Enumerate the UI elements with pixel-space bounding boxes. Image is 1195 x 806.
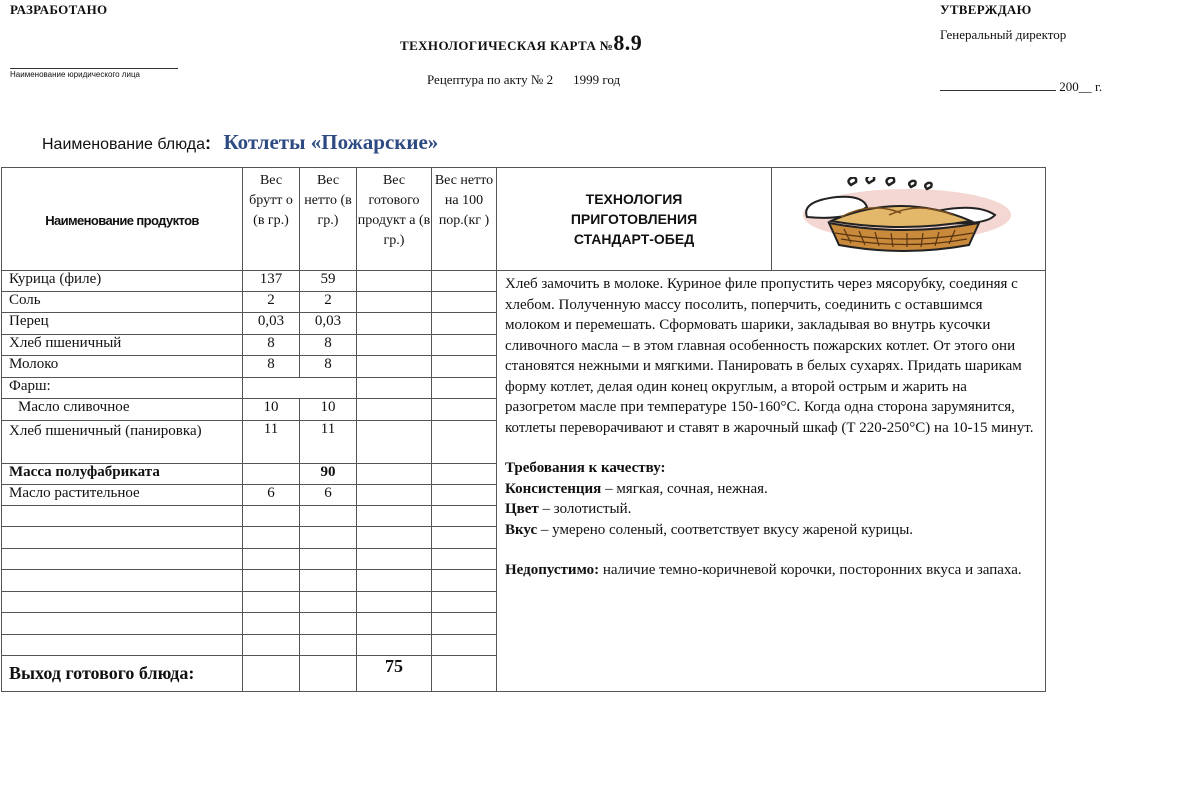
header-ready: Вес готового продукт а (в гр.): [357, 168, 432, 271]
card-number-sign: №: [599, 38, 614, 53]
technology-header-line1: ТЕХНОЛОГИЯ: [585, 191, 683, 207]
ingredient-name: Хлеб пшеничный: [2, 335, 243, 356]
recipe-source: [427, 72, 620, 88]
legal-entity-line: [10, 68, 178, 69]
ingredient-per100: [432, 292, 497, 313]
dish-label: Наименование блюда: [42, 136, 206, 153]
technology-header-line3: СТАНДАРТ-ОБЕД: [573, 231, 695, 247]
ingredient-gross: 8: [243, 356, 300, 378]
ingredient-ready: [357, 292, 432, 313]
ingredient-name: Масло сливочное: [2, 399, 243, 421]
card-title: [400, 30, 642, 56]
ingredient-name: Соль: [2, 292, 243, 313]
ingredient-ready: [357, 313, 432, 335]
ingredient-net: 6: [300, 485, 357, 506]
director-label: Генеральный директор: [940, 27, 1067, 42]
ingredient-per100: [432, 378, 497, 399]
ingredient-gross: 137: [243, 271, 300, 292]
ingredient-net: 90: [300, 464, 357, 485]
dish-row: [42, 130, 438, 155]
card-number: 8.9: [613, 30, 643, 55]
total-net: [300, 656, 357, 692]
quality-title: Требования к качеству:: [505, 460, 666, 476]
dish-colon: :: [205, 133, 212, 153]
color-label: Цвет: [505, 501, 539, 517]
color-text: – золотистый.: [538, 501, 632, 517]
taste-label: Вкус: [505, 521, 538, 538]
total-gross: [243, 656, 300, 692]
ingredient-weight-merged: [243, 378, 357, 399]
ingredient-net: 10: [300, 399, 357, 421]
date-suffix: 200__ г.: [1059, 79, 1103, 94]
recipe-act: Рецептура по акту № 2: [427, 72, 554, 87]
ingredient-net: 0,03: [300, 313, 357, 335]
ingredient-name: Масса полуфабриката: [2, 464, 243, 485]
ingredient-gross: 8: [243, 335, 300, 356]
technology-text: Хлеб замочить в молоке. Куриное филе пропустить через мясорубку, соединяя с хлебом. Полученную массу посолить, поперчить, соединить с оставшимся молоком и перемешать. Сформовать шарики, закладывая во внутрь кусочки сливочного масла – в этом главная особенность пожарских котлет. От этого они становятся нежными и мягкими. Панировать в белых сухарях. Придать шарикам форму котлет, делая один конец округлым, а второй острым и жарить на разогретом масле при температуре 150-160°С. Когда одна сторона зарумянится, котлеты переворачивают и ставят в жарочный шкаф (Т 220-250°С) на 10-15 минут.: [505, 276, 1034, 436]
ingredient-net: 11: [300, 421, 357, 464]
ingredient-per100: [432, 335, 497, 356]
technology-header-line2: ПРИГОТОВЛЕНИЯ: [570, 211, 698, 227]
technology-text-cell: [497, 271, 1046, 692]
ingredient-per100: [432, 399, 497, 421]
ingredient-name: Масло растительное: [2, 485, 243, 506]
ingredient-name: Курица (филе): [2, 271, 243, 292]
total-label: Выход готового блюда:: [2, 656, 243, 692]
ingredient-gross: 10: [243, 399, 300, 421]
ingredient-gross: 2: [243, 292, 300, 313]
ingredient-name: Перец: [2, 313, 243, 335]
ingredient-ready: [357, 485, 432, 506]
header-net: Вес нетто (в гр.): [300, 168, 357, 271]
ingredient-ready: [357, 399, 432, 421]
approval-date: [940, 78, 1102, 95]
ingredient-net: 8: [300, 335, 357, 356]
ingredient-ready: [357, 421, 432, 464]
header-per100: Вес нетто на 100 пор.(кг ): [432, 168, 497, 271]
developed-label: РАЗРАБОТАНО: [10, 2, 108, 17]
recipe-table: [1, 167, 1046, 692]
total-value: 75: [357, 656, 432, 692]
approve-label: УТВЕРЖДАЮ: [940, 2, 1032, 17]
ingredient-net: 59: [300, 271, 357, 292]
ingredient-per100: [432, 313, 497, 335]
ingredient-per100: [432, 485, 497, 506]
technology-header: [497, 168, 772, 271]
dish-name: Котлеты «Пожарские»: [223, 130, 439, 154]
consistency-label: Консистенция: [505, 480, 602, 497]
recipe-year: 1999 год: [573, 72, 621, 87]
cutlets-basket-icon: [789, 177, 1029, 257]
ingredient-ready: [357, 335, 432, 356]
ingredient-gross: [243, 464, 300, 485]
forbidden-text: наличие темно-коричневой корочки, посторонних вкуса и запаха.: [599, 562, 1022, 578]
ingredient-ready: [357, 464, 432, 485]
ingredient-ready: [357, 356, 432, 378]
header-product: Наименование продуктов: [2, 168, 243, 271]
ingredient-per100: [432, 421, 497, 464]
ingredient-name: Молоко: [2, 356, 243, 378]
ingredient-per100: [432, 356, 497, 378]
ingredient-ready: [357, 378, 432, 399]
taste-text: – умерено соленый, соответствует вкусу жареной курицы.: [537, 521, 914, 538]
ingredient-net: 2: [300, 292, 357, 313]
forbidden-label: Недопустимо:: [505, 562, 600, 578]
ingredient-per100: [432, 271, 497, 292]
legal-entity-caption: Наименование юридического лица: [10, 70, 140, 79]
ingredient-per100: [432, 464, 497, 485]
header-gross: Вес брутт о (в гр.): [243, 168, 300, 271]
total-per100: [432, 656, 497, 692]
ingredient-net: 8: [300, 356, 357, 378]
ingredient-name: Фарш:: [2, 378, 243, 399]
ingredient-gross: 6: [243, 485, 300, 506]
ingredient-gross: 0,03: [243, 313, 300, 335]
signature-line: [940, 78, 1056, 91]
dish-picture-cell: [772, 168, 1046, 271]
card-title-text: ТЕХНОЛОГИЧЕСКАЯ КАРТА: [400, 38, 597, 53]
ingredient-gross: 11: [243, 421, 300, 464]
consistency-text: – мягкая, сочная, нежная.: [601, 480, 768, 497]
ingredient-ready: [357, 271, 432, 292]
ingredient-name: Хлеб пшеничный (панировка): [2, 421, 243, 464]
